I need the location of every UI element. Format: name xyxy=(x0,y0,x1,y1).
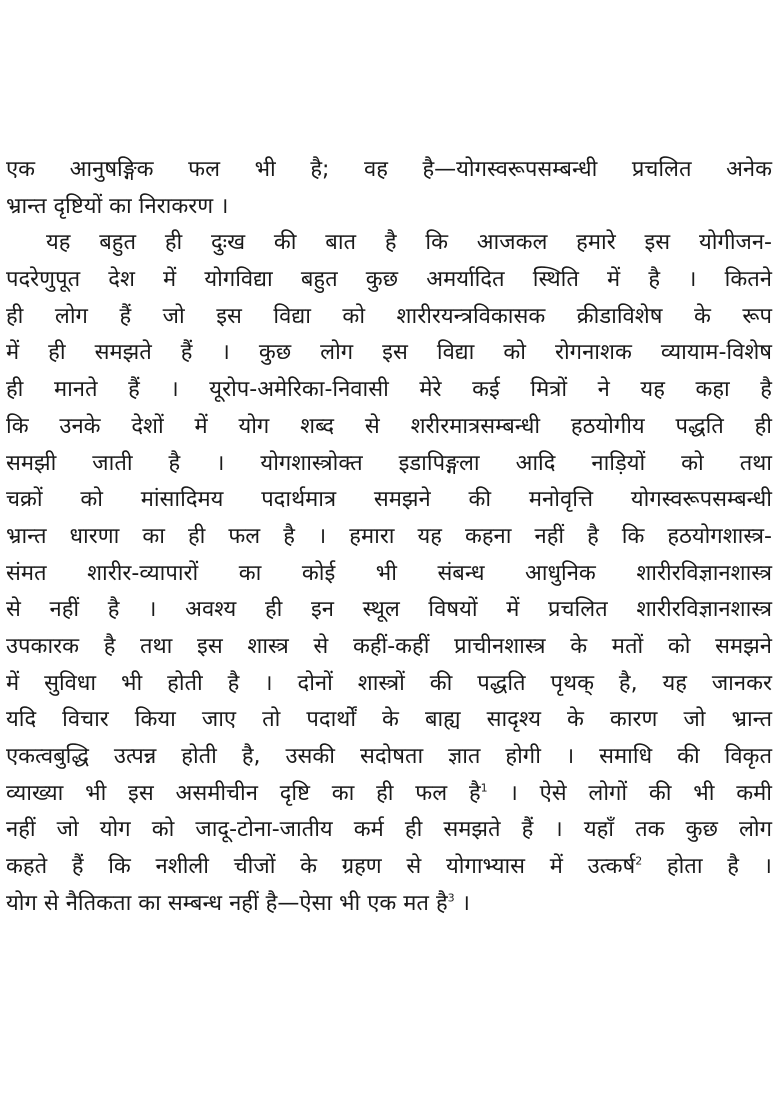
text-line: चक्रों को मांसादिमय पदार्थमात्र समझने की मनोवृत्ति योगस्वरूपसम्बन्धी xyxy=(6,487,772,513)
document-page xyxy=(6,152,772,922)
footnote-marker: 3 xyxy=(447,891,455,905)
text-segment: योग से नैतिकता का सम्बन्ध नहीं है—ऐसा भी एक मत है xyxy=(6,890,448,916)
text-line: एकत्वबुद्धि उत्पन्न होती है, उसकी सदोषता ज्ञात होगी । समाधि की विकृत xyxy=(6,744,772,769)
text-line: पदरेणुपूत देश में योगविद्या बहुत कुछ अमर्यादित स्थिति में है । कितने xyxy=(6,267,772,293)
text-line xyxy=(6,886,772,923)
text-line: उपकारक है तथा इस शास्त्र से कहीं-कहीं प्राचीनशास्त्र के मतों को समझने xyxy=(6,633,772,659)
text-line: में ही समझते हैं । कुछ लोग इस विद्या को रोगनाशक व्यायाम-विशेष xyxy=(6,340,772,366)
text-segment: । ऐसे लोगों की भी कमी xyxy=(487,780,772,806)
text-line: एक आनुषङ्गिक फल भी है; वह है—योगस्वरूपसम्बन्धी प्रचलित अनेक xyxy=(6,157,772,182)
text-line: समझी जाती है । योगशास्त्रोक्त इडापिङ्गला आदि नाड़ियों को तथा xyxy=(6,450,772,476)
text-line: संमत शारीर-व्यापारों का कोई भी संबन्ध आधुनिक शारीरविज्ञानशास्त्र xyxy=(6,560,772,586)
text-line: यह बहुत ही दुःख की बात है कि आजकल हमारे इस योगीजन- xyxy=(46,230,772,256)
text-segment: । xyxy=(454,890,470,916)
text-line: भ्रान्त दृष्टियों का निराकरण । xyxy=(6,193,229,219)
text-line xyxy=(6,849,772,886)
text-line: नहीं जो योग को जादू-टोना-जातीय कर्म ही समझते हैं । यहाँ तक कुछ लोग xyxy=(6,817,772,843)
footnote-marker: 1 xyxy=(480,781,488,795)
text-line: कि उनके देशों में योग शब्द से शरीरमात्रसम्बन्धी हठयोगीय पद्धति ही xyxy=(6,413,772,439)
text-line: ही मानते हैं । यूरोप-अमेरिका-निवासी मेरे कई मित्रों ने यह कहा है xyxy=(6,377,772,403)
text-segment: कहते हैं कि नशीली चीजों के ग्रहण से योगाभ्यास में उत्कर्ष xyxy=(6,854,636,880)
text-line: यदि विचार किया जाए तो पदार्थों के बाह्य सादृश्य के कारण जो भ्रान्त xyxy=(6,707,772,733)
text-segment: व्याख्या भी इस असमीचीन दृष्टि का ही फल है xyxy=(6,780,481,806)
text-line xyxy=(6,776,772,813)
text-segment: होता है । xyxy=(642,854,772,880)
text-line: से नहीं है । अवश्य ही इन स्थूल विषयों में प्रचलित शारीरविज्ञानशास्त्र xyxy=(6,597,772,623)
footnote-marker: 2 xyxy=(635,854,643,868)
text-line: में सुविधा भी होती है । दोनों शास्त्रों की पद्धति पृथक् है, यह जानकर xyxy=(6,670,772,696)
text-line: भ्रान्त धारणा का ही फल है । हमारा यह कहना नहीं है कि हठयोगशास्त्र- xyxy=(6,523,772,549)
text-line: ही लोग हैं जो इस विद्या को शारीरयन्त्रविकासक क्रीडाविशेष के रूप xyxy=(6,303,772,329)
